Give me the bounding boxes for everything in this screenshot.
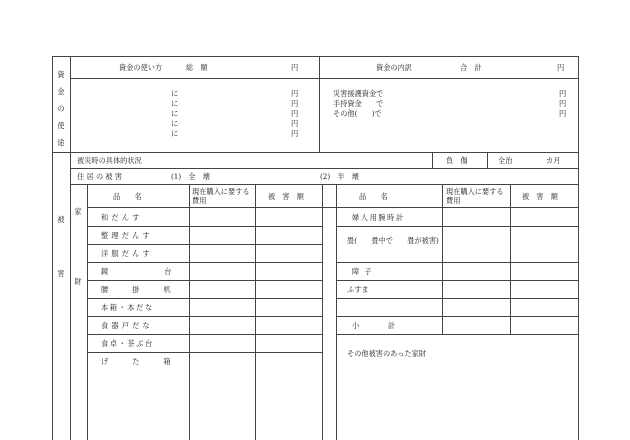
right-item-col-divider xyxy=(442,184,443,334)
table-right-border xyxy=(578,56,579,440)
usage-sum-label: 合 計 xyxy=(460,63,482,72)
left-row-line xyxy=(87,262,322,263)
furniture-item-shokutaku: 食卓・茶ぶ台 xyxy=(101,339,154,348)
usage-item-ni: に xyxy=(171,109,179,118)
other-damaged-items-label: その他被害のあった家財 xyxy=(347,349,426,358)
usage-sum-yen: 円 xyxy=(557,63,565,72)
residence-row-divider xyxy=(70,184,578,185)
left-row-line xyxy=(87,316,322,317)
left-item-col-divider xyxy=(189,184,190,440)
usage-item-ni: に xyxy=(171,119,179,128)
furniture-item-getabako xyxy=(101,357,195,366)
left-row-line xyxy=(87,352,322,353)
situation-row-divider xyxy=(70,168,578,169)
injury-right-divider xyxy=(487,152,488,168)
furniture-item-shoji: 障子 xyxy=(352,267,377,276)
usage-item-ni: に xyxy=(171,89,179,98)
left-cost-col-divider xyxy=(255,184,256,440)
right-row-line xyxy=(336,316,578,317)
furniture-header-divider xyxy=(87,207,578,208)
furniture-item-yofukudansu: 洋服だんす xyxy=(101,249,153,258)
furniture-side-divider xyxy=(87,184,88,440)
usage-item-yen: 円 xyxy=(291,99,299,108)
usage-header-divider xyxy=(70,78,578,79)
breakdown-yen: 円 xyxy=(559,89,567,98)
furniture-item-seiridansu: 整理だんす xyxy=(101,231,153,240)
furniture-item-tatami: 畳( 畳中で 畳が被害) xyxy=(347,236,439,245)
right-cost-header: 現在購入に要する費用 xyxy=(446,187,504,205)
center-divider-inner xyxy=(336,184,337,440)
furniture-item-fusuma: ふすま xyxy=(347,285,369,294)
table-top-border xyxy=(52,56,578,57)
usage-item-ni: に xyxy=(171,129,179,138)
usage-breakdown-title: 資金の内訳 xyxy=(376,63,412,72)
month-unit: カ月 xyxy=(546,156,561,165)
breakdown-item: 手持資金 で xyxy=(333,99,384,108)
furniture-item-koshikakezukue xyxy=(101,285,195,294)
right-amount-header: 被 害 額 xyxy=(522,192,558,201)
furniture-item-watch: 婦人用腕時計 xyxy=(352,213,405,222)
left-row-line xyxy=(87,226,322,227)
furniture-item-kyodai xyxy=(101,267,228,276)
injury-left-divider xyxy=(432,152,433,168)
half-destruction-option: (2) 半 壊 xyxy=(320,172,359,181)
usage-method-title: 資金の使い方 xyxy=(119,63,163,72)
left-item-header: 品 名 xyxy=(113,192,142,201)
right-row-line xyxy=(336,262,578,263)
usage-item-yen: 円 xyxy=(291,109,299,118)
side-label-divider xyxy=(70,56,71,440)
table-left-border xyxy=(52,56,53,440)
breakdown-item: 災害援護資金で xyxy=(333,89,384,98)
left-row-line xyxy=(87,298,322,299)
furniture-item-honbako: 本箱・本だな xyxy=(101,303,154,312)
right-row-line xyxy=(336,334,578,335)
right-row-line xyxy=(336,226,578,227)
usage-item-yen: 円 xyxy=(291,89,299,98)
furniture-item-wadansu: 和だんす xyxy=(101,213,143,222)
usage-side-label: 資 金 の 使 途 xyxy=(57,70,65,147)
breakdown-item: その他( )で xyxy=(333,109,382,118)
injury-label: 負 傷 xyxy=(446,156,468,165)
usage-item-ni: に xyxy=(171,99,179,108)
recovery-label: 全治 xyxy=(498,156,513,165)
kyodai-text: 鏡台 xyxy=(101,267,228,276)
residence-damage-label: 住 居 の 被 害 xyxy=(77,172,123,181)
usage-bottom-border xyxy=(52,152,578,153)
usage-item-yen: 円 xyxy=(291,119,299,128)
full-destruction-option: (1) 全 壊 xyxy=(171,172,210,181)
specific-situation-label: 被災時の具体的状況 xyxy=(77,156,142,165)
right-cost-col-divider xyxy=(510,184,511,334)
subtotal-label: 小 計 xyxy=(352,321,396,330)
getabako-text: げた箱 xyxy=(101,357,195,366)
usage-total-label: 総 額 xyxy=(186,63,208,72)
breakdown-yen: 円 xyxy=(559,99,567,108)
usage-total-yen: 円 xyxy=(291,63,299,72)
right-row-line xyxy=(336,280,578,281)
left-row-line xyxy=(87,334,322,335)
damage-side-label: 被 害 xyxy=(57,215,65,278)
right-item-header: 品 名 xyxy=(359,192,388,201)
left-amount-header: 被 害 額 xyxy=(268,192,304,201)
furniture-item-shokkitodana: 食器戸だな xyxy=(101,321,153,330)
breakdown-yen: 円 xyxy=(559,109,567,118)
left-cost-header: 現在購入に要する費用 xyxy=(192,187,250,205)
usage-center-divider xyxy=(319,56,320,152)
left-row-line xyxy=(87,244,322,245)
left-row-line xyxy=(87,280,322,281)
furniture-side-label: 家 財 xyxy=(74,207,82,286)
center-divider xyxy=(322,184,323,440)
koshikakezukue-text: 腰掛机 xyxy=(101,285,195,294)
usage-item-yen: 円 xyxy=(291,129,299,138)
right-row-line xyxy=(336,298,578,299)
